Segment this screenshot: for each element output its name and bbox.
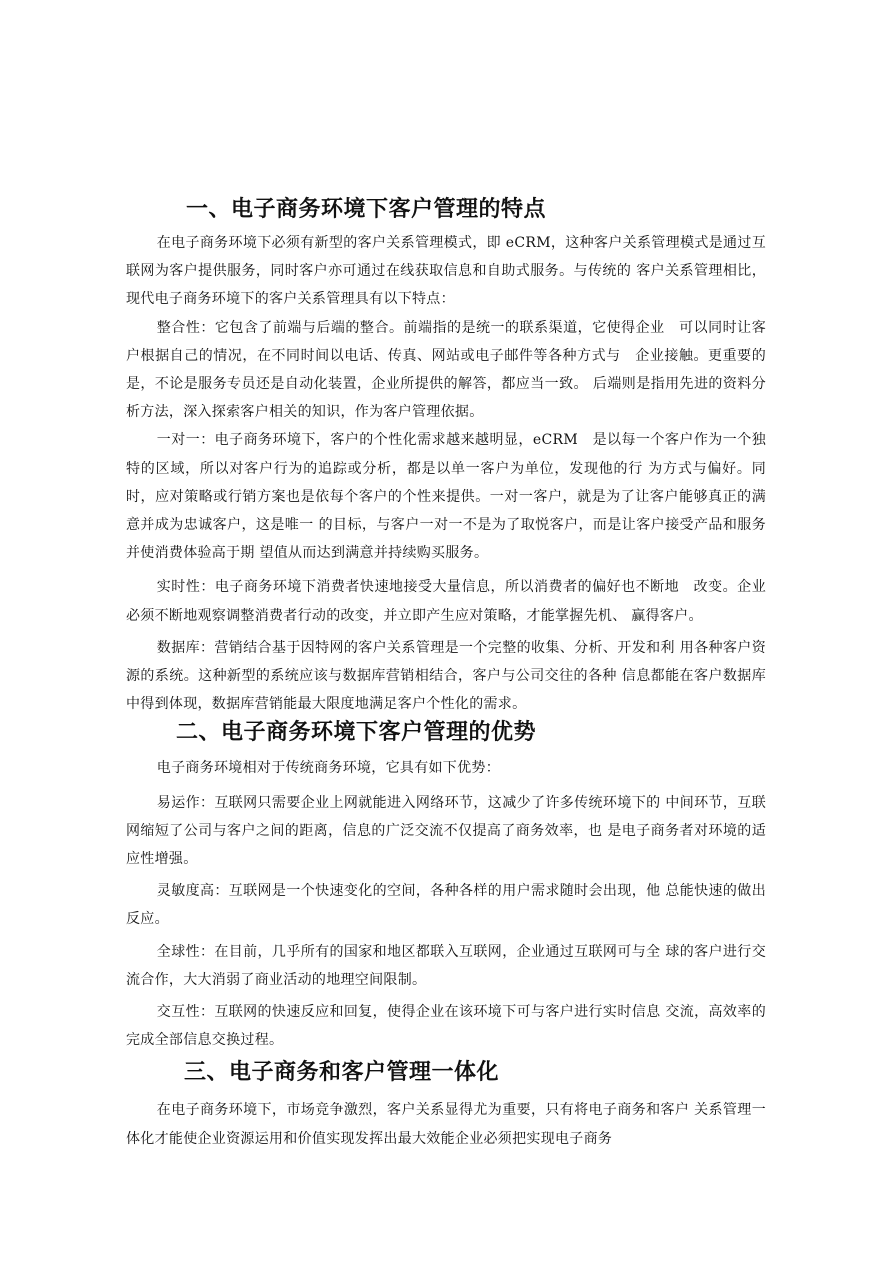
section-heading-3: 三、电子商务和客户管理一体化: [184, 1060, 500, 1086]
paragraph: 灵敏度高：互联网是一个快速变化的空间，各种各样的用户需求随时会出现，他 总能快速的做出反应。: [126, 883, 766, 928]
paragraph: 在电子商务环境下必须有新型的客户关系管理模式，即 eCRM，这种客户关系管理模式是通过互联网为客户提供服务，同时客户亦可通过在线获取信息和自助式服务。与传统的 客户关系管理相比，现代电子商务环境下的客户关系管理具有以下特点：: [126, 235, 766, 308]
paragraph: 实时性：电子商务环境下消费者快速地接受大量信息，所以消费者的偏好也不断地 改变。企业必须不断地观察调整消费者行动的改变，并立即产生应对策略，才能掌握先机、 赢得客户。: [126, 579, 766, 624]
paragraph: 易运作：互联网只需要企业上网就能进入网络环节，这减少了许多传统环境下的 中间环节，互联网缩短了公司与客户之间的距离，信息的广泛交流不仅提高了商务效率，也 是电子商务者对环境的适应性增强。: [126, 794, 766, 868]
paragraph: 全球性：在目前，几乎所有的国家和地区都联入互联网，企业通过互联网可与全 球的客户进行交流合作，大大消弱了商业活动的地理空间限制。: [126, 943, 766, 988]
paragraph: 整合性：它包含了前端与后端的整合。前端指的是统一的联系渠道，它使得企业 可以同时让客户根据自己的情况，在不同时间以电话、传真、网站或电子邮件等各种方式与 企业接触。更重要的是，不论是服务专员还是自动化装置，企业所提供的解答，都应当一致。 后端则是指用先进的资料分析方法，深入探索客户相关的知识，作为客户管理依据。: [126, 319, 766, 421]
paragraph: 电子商务环境相对于传统商务环境，它具有如下优势：: [156, 760, 500, 777]
paragraph: 在电子商务环境下，市场竞争激烈，客户关系显得尤为重要，只有将电子商务和客户 关系管理一体化才能使企业资源运用和价值实现发挥出最大效能企业必须把实现电子商务: [126, 1102, 766, 1147]
document-body: [126, 195, 766, 1153]
paragraph: 数据库：营销结合基于因特网的客户关系管理是一个完整的收集、分析、开发和利 用各种客户资源的系统。这种新型的系统应该与数据库营销相结合，客户与公司交往的各种 信息都能在客户数据库中得到体现，数据库营销能最大限度地满足客户个性化的需求。: [126, 639, 766, 713]
paragraph: 一对一：电子商务环境下，客户的个性化需求越来越明显，eCRM 是以每一个客户作为一个独特的区域，所以对客户行为的追踪或分析，都是以单一客户为单位，发现他的行 为方式与偏好。同时，应对策略或行销方案也是依每个客户的个性来提供。一对一客户，就是为了让客户能够真正的满意并成为忠诚客户，这是唯一 的目标，与客户一对一不是为了取悦客户，而是让客户接受产品和服务并使消费体验高于期 望值从而达到满意并持续购买服务。: [126, 432, 766, 562]
paragraph: 交互性：互联网的快速反应和回复，使得企业在该环境下可与客户进行实时信息 交流，高效率的完成全部信息交换过程。: [126, 1004, 766, 1049]
section-heading-1: 一、电子商务环境下客户管理的特点: [186, 197, 547, 222]
section-heading-2: 二、电子商务环境下客户管理的优势: [176, 720, 537, 746]
